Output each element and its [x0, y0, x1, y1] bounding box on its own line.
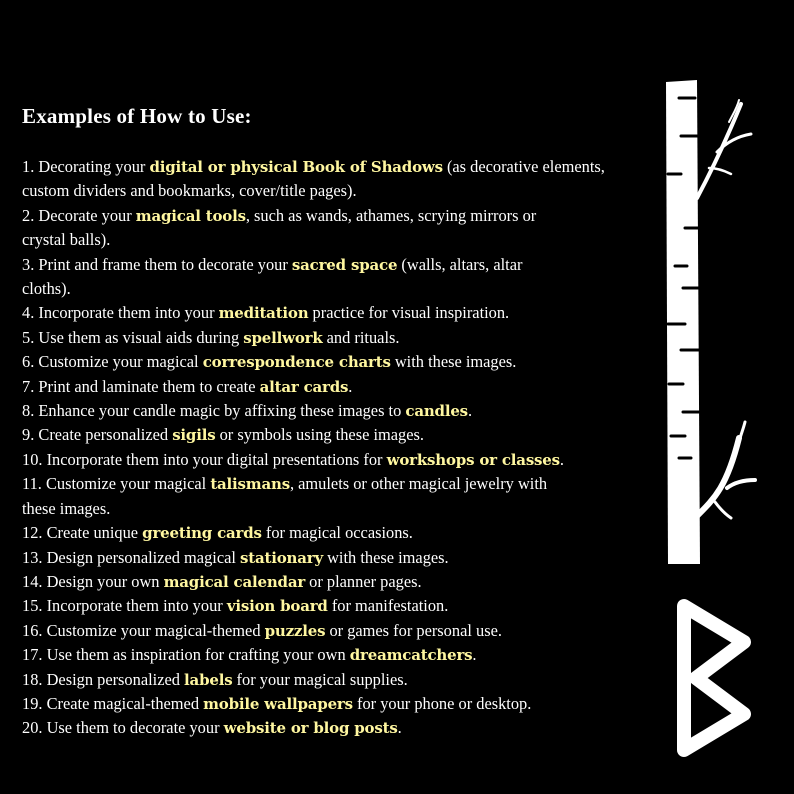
item-text: 16. Customize your magical-themed [22, 620, 265, 640]
item-text: crystal balls). [22, 230, 111, 250]
highlight-text: spellwork [243, 328, 323, 347]
item-text: for your phone or desktop. [352, 693, 532, 713]
list-item [22, 594, 652, 618]
item-text: or symbols using these images. [215, 425, 424, 445]
list-item [22, 350, 652, 374]
item-text: cloths). [22, 279, 71, 299]
list-item [22, 326, 652, 350]
list-item [22, 204, 652, 228]
item-text: and rituals. [322, 327, 400, 347]
highlight-text: dreamcatchers [349, 646, 473, 665]
list-item [22, 643, 652, 667]
item-text: (as decorative elements, [442, 157, 605, 176]
highlight-text: altar cards [259, 377, 349, 396]
item-text: 5. Use them as visual aids during [22, 327, 244, 347]
highlight-text: greeting cards [142, 524, 262, 543]
item-text: . [397, 718, 402, 738]
item-text: these images. [22, 498, 111, 518]
highlight-text: vision board [226, 597, 328, 616]
highlight-text: mobile wallpapers [203, 694, 353, 713]
list-item [22, 692, 652, 716]
item-text: 13. Design personalized magical [22, 547, 241, 567]
item-text: 3. Print and frame them to decorate your [22, 254, 292, 274]
item-text: . [472, 645, 477, 665]
item-text: 20. Use them to decorate your [22, 718, 224, 738]
highlight-text: website or blog posts [223, 719, 398, 738]
page-title: Examples of How to Use: [22, 104, 252, 128]
item-text: 10. Incorporate them into your digital presentations for [22, 449, 387, 469]
list-item [22, 472, 652, 496]
list-item [22, 253, 652, 277]
item-text: 1. Decorating your [22, 157, 150, 176]
list-item [22, 448, 652, 472]
item-text: 11. Customize your magical [22, 474, 211, 494]
list-item [22, 155, 652, 179]
highlight-text: stationary [240, 548, 323, 567]
item-text: 18. Design personalized [22, 669, 185, 689]
highlight-text: magical calendar [163, 572, 306, 591]
item-text: custom dividers and bookmarks, cover/title pages). [22, 181, 357, 201]
item-text: 6. Customize your magical [22, 352, 203, 372]
list-item [22, 228, 652, 252]
item-text: , such as wands, athames, scrying mirrors or [245, 205, 537, 225]
list-item [22, 546, 652, 570]
list-item [22, 716, 652, 740]
highlight-text: candles [405, 402, 468, 421]
list-item [22, 399, 652, 423]
list-item [22, 668, 652, 692]
item-text: with these images. [390, 352, 517, 372]
list-item [22, 375, 652, 399]
list-item [22, 570, 652, 594]
item-text: or planner pages. [305, 571, 422, 591]
highlight-text: digital or physical Book of Shadows [149, 158, 443, 176]
highlight-text: talismans [210, 475, 290, 494]
birch-tree-icon [655, 78, 765, 566]
list-item [22, 423, 652, 447]
berkano-rune-icon [672, 598, 756, 758]
highlight-text: workshops or classes [386, 450, 560, 469]
highlight-text: magical tools [135, 206, 246, 225]
item-text: 2. Decorate your [22, 205, 136, 225]
item-text: with these images. [323, 547, 449, 567]
highlight-text: sacred space [291, 255, 398, 274]
usage-list [22, 155, 652, 741]
highlight-text: puzzles [264, 621, 326, 640]
item-text: 14. Design your own [22, 571, 164, 591]
item-text: , amulets or other magical jewelry with [289, 474, 548, 494]
item-text: 8. Enhance your candle magic by affixing these images to [22, 401, 406, 421]
item-text: . [467, 401, 473, 421]
item-text: or games for personal use. [325, 620, 502, 640]
highlight-text: meditation [218, 304, 309, 323]
item-text: for magical occasions. [261, 523, 413, 543]
list-item [22, 521, 652, 545]
item-text: 9. Create personalized [22, 425, 173, 445]
item-text: . [559, 449, 565, 469]
item-text: for your magical supplies. [232, 669, 408, 689]
highlight-text: sigils [172, 426, 216, 445]
list-item [22, 619, 652, 643]
list-item [22, 179, 652, 203]
item-text: 12. Create unique [22, 523, 143, 543]
highlight-text: correspondence charts [202, 353, 391, 372]
item-text: 17. Use them as inspiration for crafting your own [22, 645, 350, 665]
item-text: 7. Print and laminate them to create [22, 376, 260, 396]
item-text: 19. Create magical-themed [22, 693, 204, 713]
item-text: . [348, 376, 353, 396]
list-item [22, 497, 652, 521]
highlight-text: labels [184, 670, 233, 689]
item-text: 15. Incorporate them into your [22, 596, 227, 616]
list-item [22, 277, 652, 301]
item-text: for manifestation. [327, 596, 449, 616]
item-text: 4. Incorporate them into your [22, 303, 219, 323]
item-text: (walls, altars, altar [397, 254, 523, 274]
item-text: practice for visual inspiration. [308, 303, 510, 323]
list-item [22, 301, 652, 325]
